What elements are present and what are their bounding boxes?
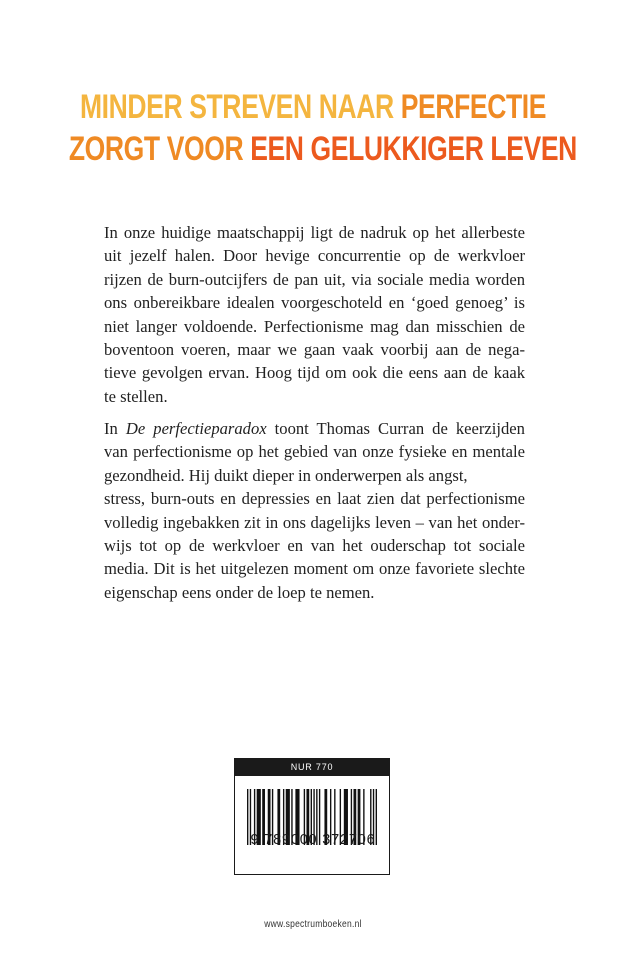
blurb-paragraph-2 — [104, 417, 525, 604]
blurb-line: van perfectionisme op het gebied van onze fysieke en mentale — [104, 442, 525, 462]
blurb-line: niet langer voldoende. Perfectionisme mag dan misschien de — [104, 316, 525, 336]
nur-code: NUR 770 — [234, 758, 390, 776]
headline-line-2 — [68, 128, 577, 170]
barcode-frame — [234, 776, 390, 875]
barcode-block — [234, 758, 390, 876]
blurb-line: uit jezelf halen. Door hevige concurrentie op de werkvloer — [104, 246, 525, 266]
blurb-text: toont Thomas Curran de keerzijden — [266, 419, 525, 438]
blurb-line: ons onbereikbare idealen voorgeschoteld en ‘goed genoeg’ is — [104, 293, 525, 313]
publisher-website: www.spectrumboeken.nl — [264, 919, 362, 930]
blurb-line: eigenschap eens onder de loep te nemen. — [104, 582, 375, 602]
blurb-line: te stellen. — [104, 386, 168, 406]
blurb-line: volledig ingebakken zit in ons dagelijks leven – van het onder- — [104, 512, 525, 532]
blurb-line: stress, burn-outs en depressies en laat zien dat perfectionisme — [104, 489, 525, 509]
blurb-paragraph-1 — [104, 221, 525, 408]
blurb-line: rijzen de burn-outcijfers de pan uit, via sociale media worden — [104, 269, 525, 289]
book-title: De perfectieparadox — [125, 419, 267, 438]
back-cover-headline — [68, 86, 577, 170]
blurb-text: In — [104, 419, 126, 438]
blurb-line: gezondheid. Hij duikt dieper in onderwerpen als angst, — [104, 465, 468, 485]
headline-text-accent: EEN GELUKKIGER LEVEN — [250, 130, 577, 168]
headline-text: MINDER STREVEN NAAR — [79, 88, 401, 126]
blurb-line: boventoon voeren, maar we gaan vaak voorbij aan de nega- — [104, 340, 525, 360]
headline-line-1 — [69, 86, 557, 128]
blurb-line: tieve gevolgen ervan. Hoog tijd om ook die eens aan de kaak — [104, 363, 525, 383]
blurb-line — [104, 417, 525, 440]
isbn-number: 9 789000 372706 — [250, 832, 376, 848]
blurb-line: media. Dit is het uitgelezen moment om onze favoriete slechte — [104, 559, 525, 579]
headline-text: ZORGT VOOR — [68, 130, 251, 168]
blurb-line: wijs tot op de werkvloer en van het ouderschap tot sociale — [104, 536, 525, 556]
headline-text-accent: PERFECTIE — [400, 88, 547, 126]
blurb-line: In onze huidige maatschappij ligt de nadruk op het allerbeste — [104, 223, 525, 242]
